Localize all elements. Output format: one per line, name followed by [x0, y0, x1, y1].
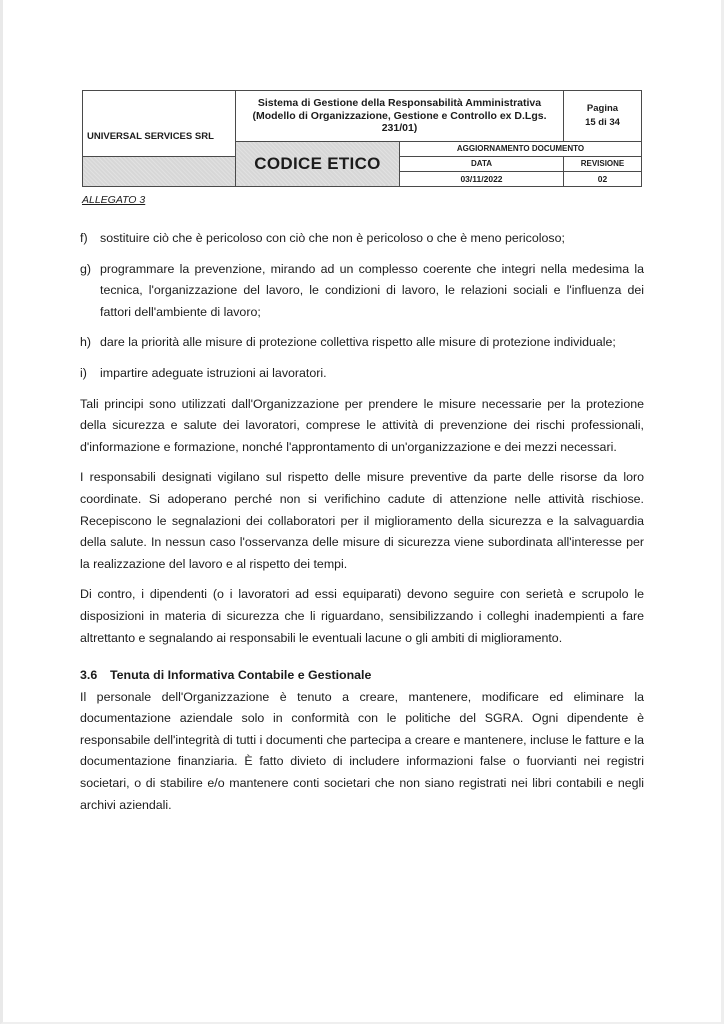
list-marker: h): [80, 335, 92, 350]
list-item: [80, 363, 644, 385]
header-gray-fill: [83, 156, 236, 186]
page-label: Pagina: [586, 102, 619, 114]
date-value: 03/11/2022: [400, 171, 564, 186]
list-item: [80, 332, 644, 354]
list-marker: g): [80, 261, 92, 276]
list-text: sostituire ciò che è pericoloso con ciò che non è pericoloso o che è meno pericoloso;: [100, 231, 565, 245]
list-text: programmare la prevenzione, mirando ad un complesso coerente che integri nella medesima la tecnica, l'organizzazione del lavoro, le condizioni di lavoro, le relazioni sociali e l'influenza dei fattori dell'ambiente di lavoro;: [100, 261, 644, 319]
document-title: CODICE ETICO: [236, 141, 400, 186]
revision-label: REVISIONE: [564, 156, 642, 171]
section-paragraph: Il personale dell'Organizzazione è tenuto a creare, mantenere, modificare ed eliminare la documentazione aziendale solo in conformità con le politiche del SGRA. Ogni dipendente è responsabile dell'integrità di tutti i documenti che partecipa a creare e mantenere, incluse le fatture e la documentazione finanziaria. È fatto divieto di includere informazioni false o fuorvianti nei registri societari, o di stabilire e/o mantenere conti societari che non siano registrati nei libri contabili e negli archivi aziendali.: [80, 689, 644, 812]
list-item: [80, 228, 644, 250]
document-header-table: [82, 90, 642, 187]
system-title: Sistema di Gestione della Responsabilità Amministrativa (Modello di Organizzazione, Gestione e Controllo ex D.Lgs. 231/01): [236, 91, 564, 142]
section-title: Tenuta di Informativa Contabile e Gestionale: [110, 668, 372, 683]
company-name: UNIVERSAL SERVICES SRL: [83, 91, 236, 157]
paragraph: Tali principi sono utilizzati dall'Organizzazione per prendere le misure necessarie per la protezione della sicurezza e salute dei lavoratori, comprese le attività di prevenzione dei rischi professionali, d'informazione e formazione, nonché l'approntamento di un'organizzazione e dei mezzi necessari.: [80, 396, 644, 454]
list-marker: f): [80, 231, 88, 245]
page-cell: [564, 91, 642, 142]
paragraph: I responsabili designati vigilano sul rispetto delle misure preventive da parte delle risorse da loro coordinate. Si adoperano perché non si verifichino cadute di attenzione nelle attività rischiose. Recepiscono le segnalazioni dei collaboratori per il miglioramento della sicurezza e la salvaguardia della salute. In nessun caso l'osservanza delle misure di sicurezza viene subordinata all'interesse per la realizzazione del lavoro e al rispetto dei tempi.: [80, 470, 644, 571]
list-text: dare la priorità alle misure di protezione collettiva rispetto alle misure di protezione individuale;: [100, 335, 616, 350]
list-item: [80, 259, 644, 324]
attachment-label: ALLEGATO 3: [82, 194, 146, 206]
section-heading: [80, 665, 644, 687]
date-label: DATA: [400, 156, 564, 171]
document-body: [80, 228, 644, 825]
paragraph: Di contro, i dipendenti (o i lavoratori ad essi equiparati) devono seguire con serietà e scrupolo le disposizioni in materia di sicurezza che li riguardano, sensibilizzando i colleghi inadempienti a fare altrettanto e segnalando ai responsabili le eventuali lacune o gli ambiti di miglioramento.: [80, 587, 644, 645]
list-marker: i): [80, 365, 87, 380]
page-number: 15 di 34: [585, 116, 620, 128]
list-text: impartire adeguate istruzioni ai lavoratori.: [100, 365, 327, 380]
section-number: 3.6: [80, 668, 98, 683]
update-label: AGGIORNAMENTO DOCUMENTO: [400, 141, 642, 156]
revision-value: 02: [564, 171, 642, 186]
